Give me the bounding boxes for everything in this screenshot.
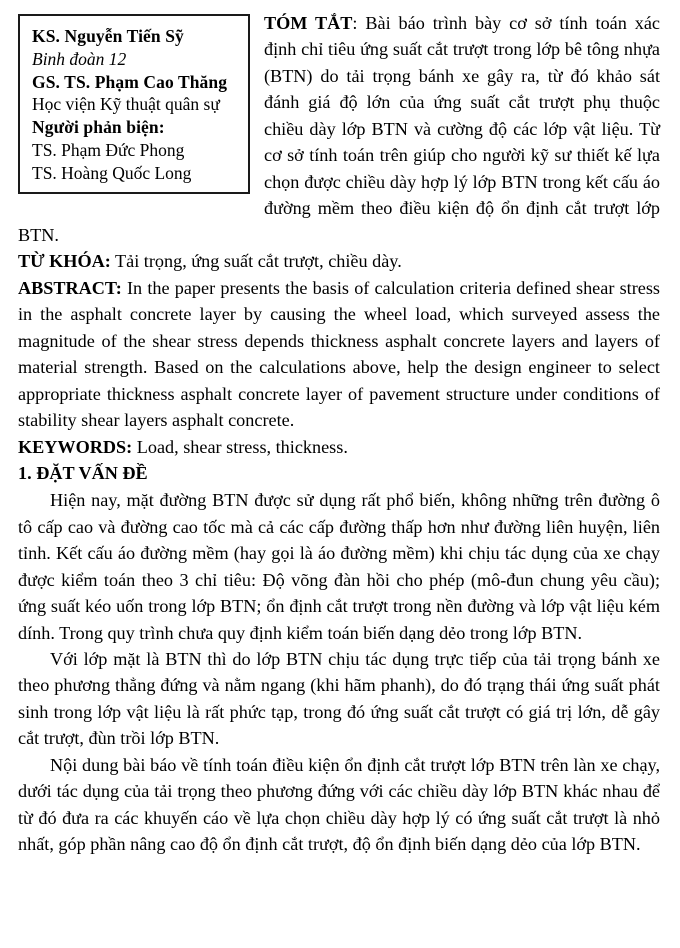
abstract-vietnamese-separator: : (352, 13, 366, 33)
keywords-vietnamese-label: TỪ KHÓA: (18, 251, 111, 272)
abstract-english (18, 275, 660, 434)
author-name-primary: KS. Nguyễn Tiến Sỹ (32, 26, 184, 46)
abstract-vietnamese-body: Bài báo trình bày cơ sở tính toán xác định chỉ tiêu ứng suất cắt trượt trong lớp bê tông nhựa (BTN) do tải trọng bánh xe gây ra, từ đó khảo sát đánh giá độ lớn của ứng suất cắt trượt phụ thuộc chiều dày lớp BTN và cường độ các lớp vật liệu. Từ cơ sở tính toán trên giúp cho người kỹ sư thiết kế lựa chọn được chiều dày hợp lý lớp BTN trong kết cấu áo đường mềm theo điều kiện độ ổn định cắt trượt lớp BTN. (18, 13, 660, 245)
author-affiliation-secondary: Học viện Kỹ thuật quân sự (32, 94, 220, 115)
author-info-box (18, 14, 250, 194)
abstract-vietnamese-label: TÓM TẮT (264, 13, 353, 33)
reviewers-label: Người phản biện: (32, 117, 165, 137)
keywords-english-label: KEYWORDS: (18, 436, 133, 457)
keywords-english (18, 434, 660, 460)
section-1-paragraph-2: Với lớp mặt là BTN thì do lớp BTN chịu tác dụng trực tiếp của tải trọng bánh xe theo phương thẳng đứng và nằm ngang (khi hãm phanh), do đó trạng thái ứng suất phát sinh trong lớp vật liệu là rất phức tạp, trong đó ứng suất cắt trượt có giá trị lớn, dễ gây cắt trượt, đùn trồi lớp BTN. (18, 648, 660, 749)
abstract-english-label: ABSTRACT: (18, 277, 122, 298)
keywords-english-body: Load, shear stress, thickness. (132, 436, 348, 457)
keywords-vietnamese-body: Tải trọng, ứng suất cắt trượt, chiều dày. (110, 251, 402, 272)
reviewer-1: TS. Phạm Đức Phong (32, 139, 185, 160)
reviewer-2: TS. Hoàng Quốc Long (32, 162, 192, 183)
abstract-english-body: In the paper presents the basis of calculation criteria defined shear stress in the asphalt concrete layer by causing the wheel load, which surveyed assess the magnitude of the shear stress depends thickness asphalt concrete layers and layers of material strength. Based on the calculations above, help the design engineer to select appropriate thickness asphalt concrete layer of pavement structure under conditions of stability shear layers asphalt concrete. (18, 277, 660, 431)
section-1-paragraph-1: Hiện nay, mặt đường BTN được sử dụng rất phổ biến, không những trên đường ô tô cấp cao và đường cao tốc mà cả các cấp đường thấp hơn như đường liên huyện, liên tỉnh. Kết cấu áo đường mềm (hay gọi là áo đường mềm) khi chịu tác dụng của xe chạy được kiểm toán theo 3 chỉ tiêu: Độ võng đàn hồi cho phép (mô-đun chung yêu cầu); ứng suất kéo uốn trong lớp BTN; ổn định cắt trượt trong nền đường và lớp vật liệu kém dính. Trong quy trình chưa quy định kiểm toán biến dạng dẻo trong lớp BTN. (18, 490, 660, 643)
author-affiliation-primary: Binh đoàn 12 (32, 48, 127, 69)
section-1-heading: 1. ĐẶT VẤN ĐỀ (18, 463, 148, 484)
section-1-paragraph-3: Nội dung bài báo về tính toán điều kiện ổn định cắt trượt lớp BTN trên làn xe chạy, dưới tác dụng của tải trọng theo phương đứng với các chiều dày lớp BTN khác nhau để từ đó đưa ra các khuyến cáo về lựa chọn chiều dày hợp lý có ứng suất cắt trượt là nhỏ nhất, góp phần nâng cao độ ổn định cắt trượt, độ ổn định biến dạng dẻo của lớp BTN. (18, 754, 660, 855)
author-name-secondary: GS. TS. Phạm Cao Thăng (32, 71, 228, 92)
keywords-vietnamese (18, 248, 660, 274)
